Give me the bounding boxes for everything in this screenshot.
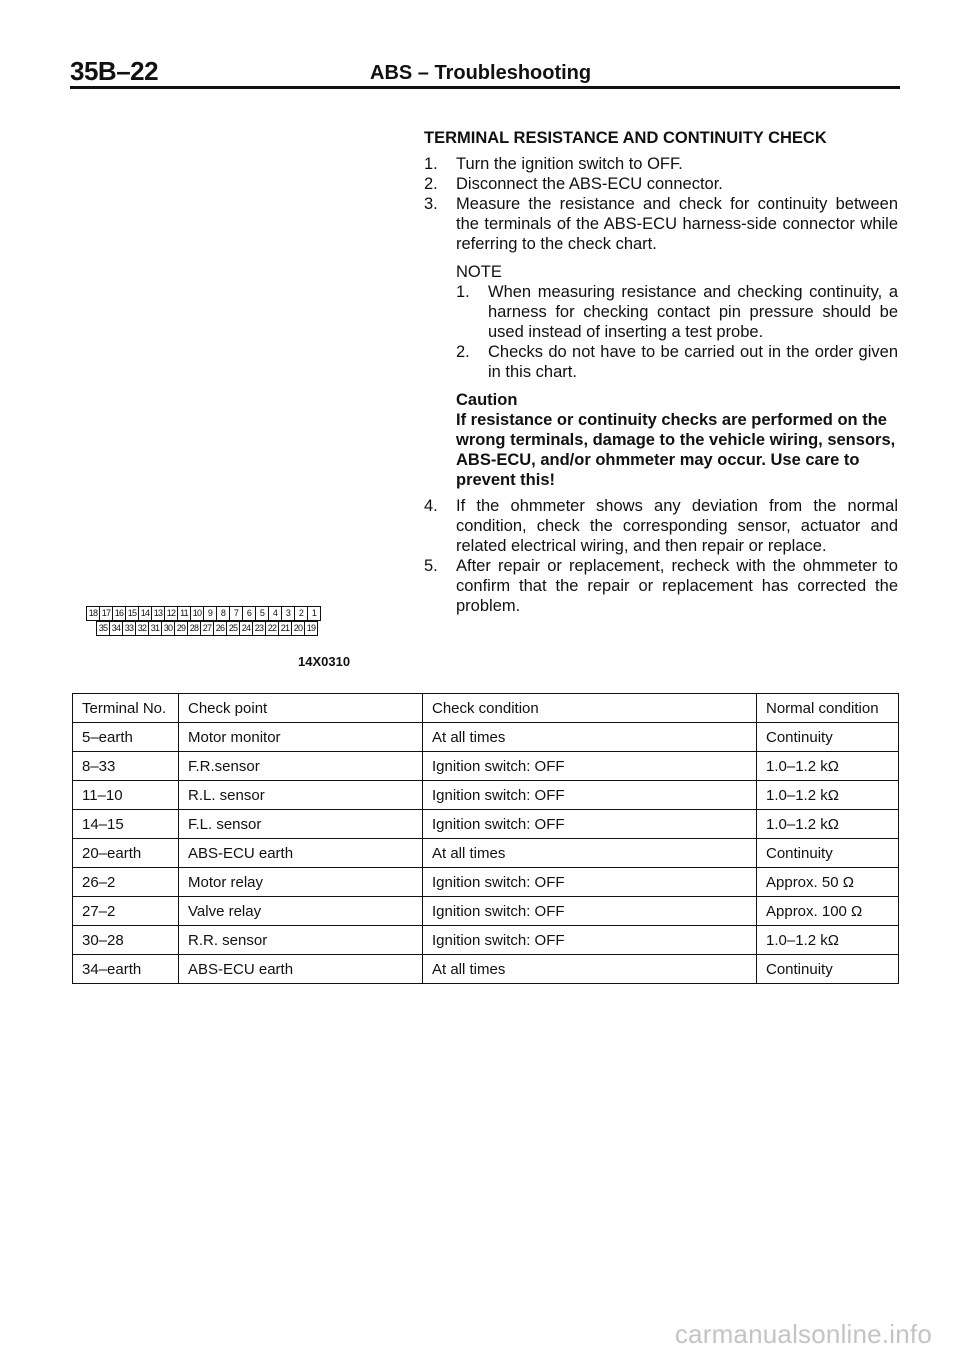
check-point-cell: F.R.sensor	[179, 752, 423, 781]
normal-condition-cell: Approx. 50 Ω	[757, 868, 899, 897]
note-number: 2.	[456, 343, 470, 361]
header-terminal-no: Terminal No.	[73, 694, 179, 723]
check-condition-cell: At all times	[423, 839, 757, 868]
step-text: If the ohmmeter shows any deviation from the normal condition, check the corresponding sensor, actuator and related electrical wiring, and then repair or replace.	[456, 497, 898, 555]
connector-pin: 21	[278, 621, 291, 636]
note-block	[456, 262, 898, 382]
caution-block	[456, 390, 898, 490]
check-condition-cell: Ignition switch: OFF	[423, 752, 757, 781]
connector-pin: 32	[135, 621, 148, 636]
table-row	[73, 752, 899, 781]
check-condition-cell: At all times	[423, 955, 757, 984]
connector-pin: 9	[203, 606, 216, 621]
step-text: Measure the resistance and check for continuity between the terminals of the ABS-ECU harness-side connector while referring to the check chart.	[456, 195, 898, 253]
check-point-cell: F.L. sensor	[179, 810, 423, 839]
connector-pin: 28	[187, 621, 200, 636]
normal-condition-cell: Continuity	[757, 839, 899, 868]
table-row	[73, 955, 899, 984]
connector-pin: 14	[138, 606, 151, 621]
terminal-no-cell: 8–33	[73, 752, 179, 781]
normal-condition-cell: Continuity	[757, 955, 899, 984]
table-row	[73, 810, 899, 839]
connector-pin: 5	[255, 606, 268, 621]
connector-pin: 30	[161, 621, 174, 636]
terminal-no-cell: 5–earth	[73, 723, 179, 752]
table-body	[73, 723, 899, 984]
connector-pin: 4	[268, 606, 281, 621]
connector-top-row	[86, 606, 321, 621]
step-number: 4.	[424, 497, 438, 515]
connector-pin: 2	[294, 606, 307, 621]
check-point-cell: Valve relay	[179, 897, 423, 926]
step-number: 3.	[424, 195, 438, 213]
header-check-point: Check point	[179, 694, 423, 723]
connector-pin: 20	[291, 621, 304, 636]
check-chart-table	[72, 693, 899, 984]
terminal-no-cell: 20–earth	[73, 839, 179, 868]
step-item	[424, 194, 898, 254]
terminal-no-cell: 14–15	[73, 810, 179, 839]
connector-pin: 31	[148, 621, 161, 636]
caution-text: If resistance or continuity checks are performed on the wrong terminals, damage to the vehicle wiring, sensors, ABS-ECU, and/or ohmmeter may occur. Use care to prevent this!	[456, 411, 896, 489]
connector-pin: 15	[125, 606, 138, 621]
caution-label: Caution	[456, 391, 518, 409]
step-item	[424, 496, 898, 556]
normal-condition-cell: Approx. 100 Ω	[757, 897, 899, 926]
watermark: carmanualsonline.info	[674, 1319, 932, 1349]
connector-pin: 10	[190, 606, 203, 621]
connector-pin: 8	[216, 606, 229, 621]
step-text: Disconnect the ABS-ECU connector.	[456, 175, 723, 193]
step-text: Turn the ignition switch to OFF.	[456, 155, 683, 173]
step-number: 5.	[424, 557, 438, 575]
check-condition-cell: Ignition switch: OFF	[423, 810, 757, 839]
connector-pin: 24	[239, 621, 252, 636]
connector-pin: 13	[151, 606, 164, 621]
check-condition-cell: At all times	[423, 723, 757, 752]
check-point-cell: ABS-ECU earth	[179, 955, 423, 984]
table-header-row	[73, 694, 899, 723]
table-row	[73, 839, 899, 868]
terminal-no-cell: 30–28	[73, 926, 179, 955]
connector-pin: 19	[304, 621, 318, 636]
table-row	[73, 868, 899, 897]
connector-pin: 29	[174, 621, 187, 636]
table-row	[73, 781, 899, 810]
page-title: ABS – Troubleshooting	[370, 62, 592, 84]
connector-pin: 16	[112, 606, 125, 621]
connector-diagram	[86, 606, 321, 636]
connector-pin: 23	[252, 621, 265, 636]
connector-pin: 33	[122, 621, 135, 636]
note-number: 1.	[456, 283, 470, 301]
page-header	[70, 52, 900, 92]
check-condition-cell: Ignition switch: OFF	[423, 868, 757, 897]
normal-condition-cell: Continuity	[757, 723, 899, 752]
section-title: TERMINAL RESISTANCE AND CONTINUITY CHECK	[424, 129, 827, 147]
check-condition-cell: Ignition switch: OFF	[423, 897, 757, 926]
check-point-cell: ABS-ECU earth	[179, 839, 423, 868]
terminal-no-cell: 27–2	[73, 897, 179, 926]
page-number: 35B–22	[70, 56, 159, 86]
connector-pin: 22	[265, 621, 278, 636]
connector-pin: 27	[200, 621, 213, 636]
step-number: 1.	[424, 155, 438, 173]
check-condition-cell: Ignition switch: OFF	[423, 781, 757, 810]
header-check-condition: Check condition	[423, 694, 757, 723]
normal-condition-cell: 1.0–1.2 kΩ	[757, 781, 899, 810]
figure-code: 14X0310	[298, 654, 351, 669]
connector-pin: 25	[226, 621, 239, 636]
connector-pin: 12	[164, 606, 177, 621]
table-row	[73, 723, 899, 752]
connector-pin: 35	[96, 621, 109, 636]
connector-pin: 3	[281, 606, 294, 621]
header-normal-condition: Normal condition	[757, 694, 899, 723]
note-item	[456, 282, 898, 342]
step-item	[424, 556, 898, 616]
connector-pin: 6	[242, 606, 255, 621]
header-rule	[70, 86, 900, 89]
check-point-cell: Motor monitor	[179, 723, 423, 752]
step-item	[424, 154, 898, 174]
note-label: NOTE	[456, 263, 502, 281]
connector-pin: 26	[213, 621, 226, 636]
step-number: 2.	[424, 175, 438, 193]
note-text: Checks do not have to be carried out in the order given in this chart.	[488, 343, 898, 381]
normal-condition-cell: 1.0–1.2 kΩ	[757, 752, 899, 781]
normal-condition-cell: 1.0–1.2 kΩ	[757, 926, 899, 955]
step-item	[424, 174, 898, 194]
table-row	[73, 897, 899, 926]
check-point-cell: Motor relay	[179, 868, 423, 897]
connector-pin: 7	[229, 606, 242, 621]
connector-pin: 17	[99, 606, 112, 621]
connector-pin: 11	[177, 606, 190, 621]
connector-pin: 18	[86, 606, 99, 621]
step-text: After repair or replacement, recheck with the ohmmeter to confirm that the repair or replacement has corrected the problem.	[456, 557, 898, 615]
terminal-no-cell: 26–2	[73, 868, 179, 897]
note-item	[456, 342, 898, 382]
check-point-cell: R.R. sensor	[179, 926, 423, 955]
terminal-no-cell: 11–10	[73, 781, 179, 810]
connector-pin: 34	[109, 621, 122, 636]
check-point-cell: R.L. sensor	[179, 781, 423, 810]
connector-bottom-row	[96, 621, 321, 636]
table-row	[73, 926, 899, 955]
terminal-no-cell: 34–earth	[73, 955, 179, 984]
normal-condition-cell: 1.0–1.2 kΩ	[757, 810, 899, 839]
note-text: When measuring resistance and checking continuity, a harness for checking contact pin pressure should be used instead of inserting a test probe.	[488, 283, 898, 341]
connector-pin: 1	[307, 606, 321, 621]
check-condition-cell: Ignition switch: OFF	[423, 926, 757, 955]
procedure-column	[424, 128, 898, 616]
